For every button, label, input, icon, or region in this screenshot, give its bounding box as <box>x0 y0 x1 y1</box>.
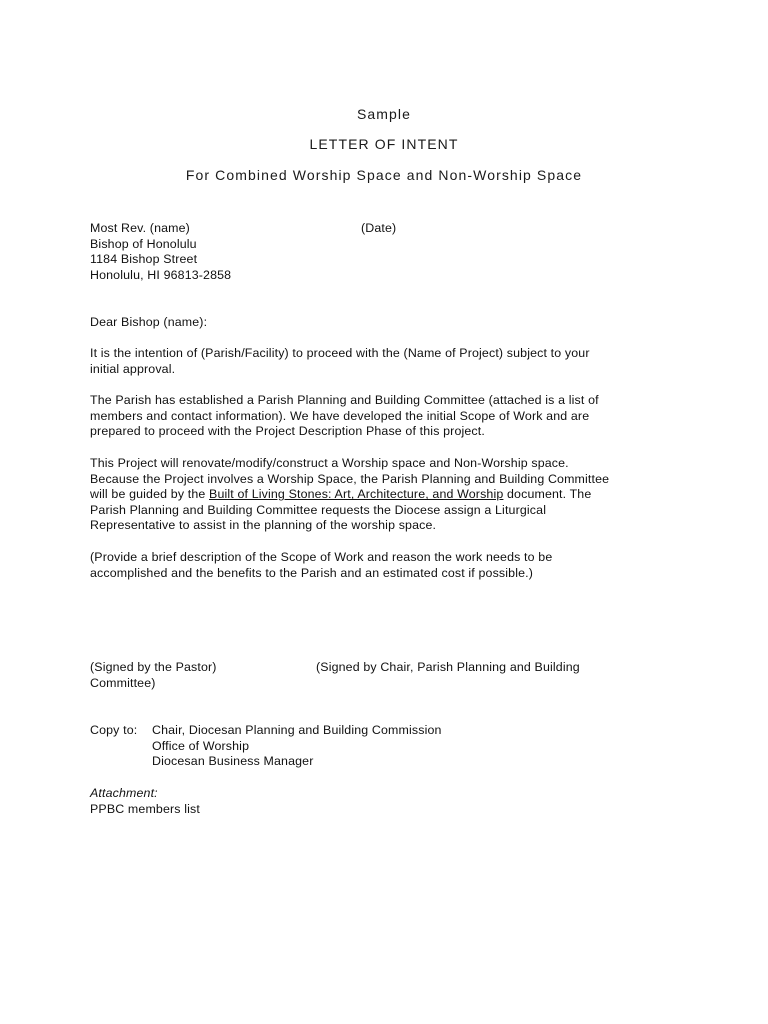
address-line-2: Bishop of Honolulu <box>90 236 197 251</box>
copy-recipient: Office of Worship <box>152 738 250 753</box>
paragraph-line: initial approval. <box>90 361 176 376</box>
copy-to-label: Copy to: <box>90 723 138 737</box>
paragraph-line: (Provide a brief description of the Scope of Work and reason the work needs to be <box>90 550 553 564</box>
attachment-section <box>90 786 200 817</box>
paragraph-project <box>90 456 609 534</box>
paragraph-line: accomplished and the benefits to the Parish and an estimated cost if possible.) <box>90 565 534 580</box>
salutation: Dear Bishop (name): <box>90 315 208 329</box>
sample-heading: Sample <box>356 106 412 122</box>
paragraph-line: The Parish has established a Parish Planning and Building Committee (attached is a list of <box>90 393 599 407</box>
paragraph-line: prepared to proceed with the Project Description Phase of this project. <box>90 424 485 439</box>
document-title: LETTER OF INTENT <box>309 136 459 152</box>
paragraph-line: members and contact information). We have developed the initial Scope of Work and are <box>90 408 590 423</box>
paragraph-line: Representative to assist in the planning of the worship space. <box>90 518 437 533</box>
paragraph-line: This Project will renovate/modify/construct a Worship space and Non-Worship space. <box>90 456 569 470</box>
address-line-1: Most Rev. (name) <box>90 221 190 235</box>
paragraph-line: Because the Project involves a Worship Space, the Parish Planning and Building Committee <box>90 471 610 486</box>
copy-recipient: Diocesan Business Manager <box>152 754 314 769</box>
attachment-item: PPBC members list <box>90 801 200 816</box>
paragraph-intention <box>90 346 590 377</box>
document-subtitle: For Combined Worship Space and Non-Worship Space <box>185 167 583 183</box>
paragraph-line-with-reference <box>90 487 609 503</box>
reference-prefix: will be guided by the <box>90 487 210 502</box>
address-line-3: 1184 Bishop Street <box>90 252 198 267</box>
signature-chair: (Signed by Chair, Parish Planning and Building <box>316 660 580 674</box>
copy-recipients <box>152 723 442 770</box>
copy-recipient: Chair, Diocesan Planning and Building Commission <box>152 723 442 737</box>
paragraph-committee <box>90 393 599 440</box>
address-line-4: Honolulu, HI 96813-2858 <box>90 267 232 282</box>
paragraph-line: It is the intention of (Parish/Facility) to proceed with the (Name of Project) subject to your <box>90 346 590 360</box>
paragraph-line: Parish Planning and Building Committee requests the Diocese assign a Liturgical <box>90 502 547 517</box>
letter-date: (Date) <box>361 221 397 235</box>
signature-pastor: (Signed by the Pastor) <box>90 660 217 674</box>
signature-chair-continued: Committee) <box>90 676 156 690</box>
paragraph-scope-instructions <box>90 550 552 581</box>
reference-suffix: document. The <box>503 487 592 502</box>
document-reference-link: Built of Living Stones: Art, Architecture, and Worship <box>209 487 504 502</box>
attachment-label: Attachment: <box>90 786 158 800</box>
recipient-address <box>90 221 231 283</box>
